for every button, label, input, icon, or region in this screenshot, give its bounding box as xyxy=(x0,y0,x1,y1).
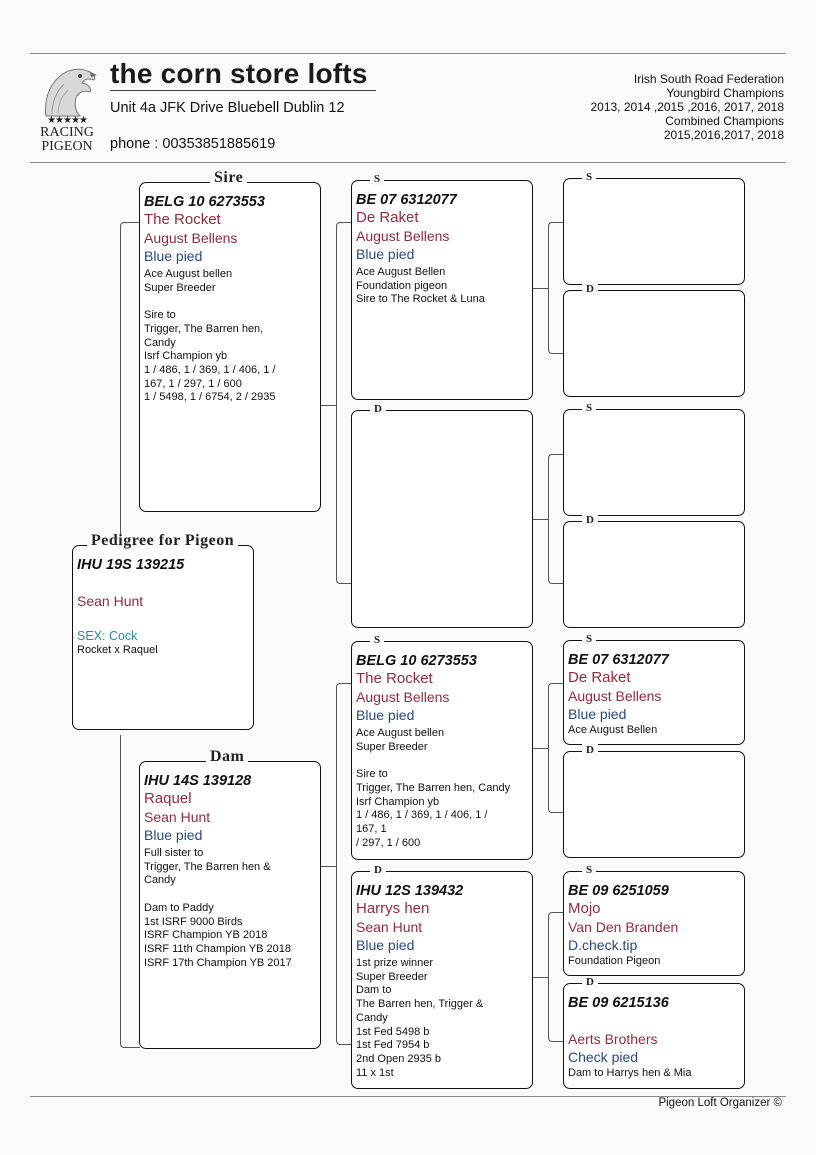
sire-dam-card[interactable] xyxy=(351,403,533,628)
connector-dd-stem xyxy=(532,977,548,978)
dam-dam-dam-notes: Dam to Harrys hen & Mia xyxy=(568,1067,692,1079)
dam-dam-sire-card[interactable] xyxy=(563,864,745,976)
dam-dam-dam-card[interactable] xyxy=(563,976,745,1089)
connector-subject-sire xyxy=(120,222,140,542)
dam-sire-card[interactable] xyxy=(351,634,533,860)
loft-name: the corn store lofts xyxy=(110,58,368,89)
federation-line: Irish South Road Federation xyxy=(633,72,784,86)
dam-dam-sire-color: D.check.tip xyxy=(568,937,638,953)
logo-text-pigeon: PIGEON xyxy=(41,139,93,154)
dam-tag: D xyxy=(582,283,598,296)
dam-color: Blue pied xyxy=(144,827,203,843)
sire-dam-sire-card[interactable] xyxy=(563,402,745,516)
connector-ds-parents xyxy=(548,683,564,813)
pedigree-title: Pedigree for Pigeon xyxy=(87,534,238,547)
sire-name: The Rocket xyxy=(144,211,221,228)
dam-dam-dam-color: Check pied xyxy=(568,1049,639,1065)
loft-name-underline xyxy=(110,90,376,91)
dam-tag: D xyxy=(582,976,598,989)
sire-tag: S xyxy=(582,864,596,877)
pigeon-head-icon xyxy=(38,62,98,118)
connector-sire-parents xyxy=(336,222,352,584)
dam-tag: D xyxy=(582,514,598,527)
connector-ss-parents xyxy=(548,222,564,354)
federation-line: Youngbird Champions xyxy=(666,86,784,100)
connector-sd-stem xyxy=(532,519,548,520)
connector-ds-stem xyxy=(532,748,548,749)
sire-tag: S xyxy=(582,402,596,415)
dam-dam-color: Blue pied xyxy=(356,937,415,953)
footer-credit: Pigeon Loft Organizer © xyxy=(658,1097,782,1109)
sire-sire-card[interactable] xyxy=(351,173,533,400)
dam-sire-name: The Rocket xyxy=(356,670,433,687)
dam-sire-color: Blue pied xyxy=(356,707,415,723)
dam-sire-sire-breeder: August Bellens xyxy=(568,688,662,704)
dam-dam-sire-breeder: Van Den Branden xyxy=(568,919,679,935)
sire-sire-color: Blue pied xyxy=(356,246,415,262)
sire-tag: S xyxy=(582,633,596,646)
connector-sire-stem xyxy=(320,405,336,406)
connector-dam-parents xyxy=(336,683,352,1045)
dam-ring-number: IHU 14S 139128 xyxy=(144,773,252,789)
dam-sire-sire-color: Blue pied xyxy=(568,706,627,722)
sire-sire-ring-number: BE 07 6312077 xyxy=(356,192,457,208)
dam-sire-notes: Ace August bellen Super Breeder Sire to Trigger, The Barren hen, Candy Isrf Champion yb 1 / 486, 1 / 369, 1 / 406, 1 / 167, 1 / 297, 1 / 600 xyxy=(356,727,511,849)
federation-line: Combined Champions xyxy=(665,114,784,128)
dam-card[interactable] xyxy=(139,748,321,1049)
sire-sire-sire-card[interactable] xyxy=(563,171,745,285)
connector-sd-parents xyxy=(548,454,564,584)
loft-phone: phone : 00353851885619 xyxy=(110,136,276,152)
sire-breeder: August Bellens xyxy=(144,230,238,246)
sire-tag: Sire xyxy=(210,171,247,184)
sire-ring-number: BELG 10 6273553 xyxy=(144,194,265,210)
dam-dam-name: Harrys hen xyxy=(356,900,430,917)
dam-tag: D xyxy=(370,403,386,416)
dam-tag: D xyxy=(582,744,598,757)
subject-ring-number: IHU 19S 139215 xyxy=(77,557,185,573)
subject-sex: SEX: Cock xyxy=(77,629,138,643)
sire-tag: S xyxy=(582,171,596,184)
dam-name: Raquel xyxy=(144,790,192,807)
connector-subject-dam xyxy=(120,735,140,1048)
dam-sire-sire-ring-number: BE 07 6312077 xyxy=(568,652,669,668)
dam-dam-ring-number: IHU 12S 139432 xyxy=(356,883,464,899)
federation-line: 2015,2016,2017, 2018 xyxy=(663,128,784,142)
dam-dam-sire-notes: Foundation Pigeon xyxy=(568,955,661,967)
dam-tag: D xyxy=(370,864,386,877)
header-top-rule xyxy=(30,53,786,54)
dam-sire-sire-name: De Raket xyxy=(568,669,631,686)
sire-sire-breeder: August Bellens xyxy=(356,228,450,244)
dam-sire-sire-card[interactable] xyxy=(563,633,745,745)
header-bottom-rule xyxy=(30,162,786,163)
dam-dam-sire-ring-number: BE 09 6251059 xyxy=(568,883,669,899)
sire-card[interactable] xyxy=(139,169,321,512)
connector-ss-stem xyxy=(532,288,548,289)
federation-achievements xyxy=(590,72,784,142)
sire-color: Blue pied xyxy=(144,248,203,264)
dam-dam-breeder: Sean Hunt xyxy=(356,919,423,935)
dam-sire-sire-notes: Ace August Bellen xyxy=(568,724,658,736)
dam-tag: Dam xyxy=(206,750,248,763)
connector-dd-parents xyxy=(548,912,564,1042)
dam-sire-dam-card[interactable] xyxy=(563,744,745,858)
connector-dam-stem xyxy=(320,866,336,867)
sire-dam-dam-card[interactable] xyxy=(563,514,745,628)
dam-dam-dam-ring-number: BE 09 6215136 xyxy=(568,995,669,1011)
sire-sire-dam-card[interactable] xyxy=(563,283,745,397)
sire-tag: S xyxy=(370,634,384,647)
dam-dam-card[interactable] xyxy=(351,864,533,1089)
dam-breeder: Sean Hunt xyxy=(144,809,211,825)
dam-sire-ring-number: BELG 10 6273553 xyxy=(356,653,477,669)
loft-address: Unit 4a JFK Drive Bluebell Dublin 12 xyxy=(110,100,345,116)
dam-dam-dam-breeder: Aerts Brothers xyxy=(568,1031,658,1047)
dam-notes: Full sister to Trigger, The Barren hen & Candy Dam to Paddy 1st ISRF 9000 Birds ISRF Champion YB 2018 ISRF 11th Champion YB 2018 ISRF 17th Champion YB 2017 xyxy=(144,847,292,969)
federation-line: 2013, 2014 ,2015 ,2016, 2017, 2018 xyxy=(590,100,784,114)
dam-sire-breeder: August Bellens xyxy=(356,689,450,705)
dam-dam-notes: 1st prize winner Super Breeder Dam to The Barren hen, Trigger & Candy 1st Fed 5498 b 1st Fed 7954 b 2nd Open 2935 b 11 x 1st xyxy=(356,957,484,1079)
sire-sire-name: De Raket xyxy=(356,209,419,226)
logo-text-racing: RACING xyxy=(40,125,94,140)
sire-tag: S xyxy=(370,173,384,186)
subject-pigeon-card[interactable] xyxy=(72,532,254,730)
subject-cross: Rocket x Raquel xyxy=(77,644,158,656)
sire-notes: Ace August bellen Super Breeder Sire to Trigger, The Barren hen, Candy Isrf Champion yb 1 / 486, 1 / 369, 1 / 406, 1 / 167, 1 / 297, 1 / 600 1 / 5498, 1 / 6754, 2 / 2935 xyxy=(144,268,276,404)
logo-stars: ★★★★★ xyxy=(47,115,87,126)
dam-dam-sire-name: Mojo xyxy=(568,900,601,917)
sire-sire-notes: Ace August Bellen Foundation pigeon Sire to The Rocket & Luna xyxy=(356,266,485,306)
subject-owner: Sean Hunt xyxy=(77,593,144,609)
